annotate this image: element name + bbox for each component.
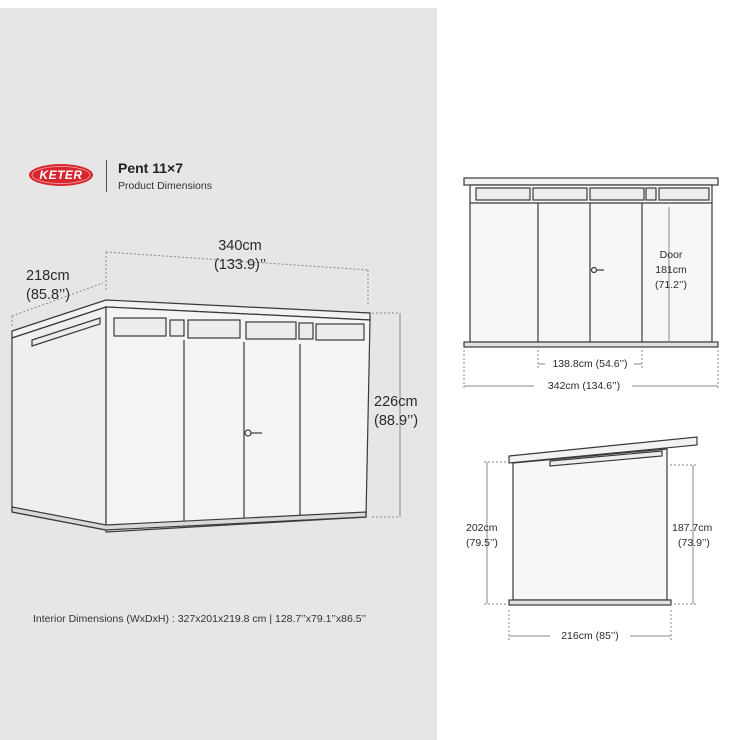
front-window-4	[646, 188, 656, 200]
keter-logo	[28, 163, 98, 187]
front-window-5	[659, 188, 709, 200]
width-in-label: (133.9)’’	[213, 257, 267, 273]
side-wall	[513, 449, 667, 600]
perspective-window-1	[114, 318, 166, 336]
side-left-cm-label: 202cm	[466, 522, 498, 534]
depth-in-label: (85.8’’)	[26, 287, 71, 303]
front-window-1	[476, 188, 530, 200]
height-cm-label: 226cm	[374, 394, 418, 410]
perspective-window-5	[299, 323, 313, 339]
front-window-2	[533, 188, 587, 200]
total-width-label: 342cm (134.6’’)	[547, 380, 621, 392]
perspective-side-wall	[12, 307, 106, 530]
door-height-cm-label: 181cm	[655, 264, 687, 276]
front-base	[464, 342, 718, 347]
interior-dimensions: Interior Dimensions (WxDxH) : 327x201x219.8 cm | 128.7’’x79.1’’x86.5’’	[33, 613, 367, 625]
product-title: Pent 11×7	[118, 160, 183, 176]
door-height-in-label: (71.2’’)	[655, 279, 687, 291]
height-in-label: (88.9’’)	[374, 413, 419, 429]
side-left-in-label: (79.5’’)	[466, 537, 498, 549]
depth-cm-label: 218cm	[26, 268, 70, 284]
header-divider	[106, 160, 107, 192]
side-right-in-label: (73.9’’)	[678, 537, 710, 549]
side-right-cm-label: 187.7cm	[672, 522, 713, 534]
door-label: Door	[659, 249, 683, 261]
front-roof	[464, 178, 718, 185]
logo-text: KETER	[39, 168, 83, 182]
side-depth-label: 216cm (85’’)	[561, 630, 619, 642]
front-window-3	[590, 188, 644, 200]
front-elevation	[464, 178, 718, 347]
perspective-window-6	[316, 324, 364, 340]
side-base	[509, 600, 671, 605]
perspective-window-4	[246, 322, 296, 339]
perspective-window-3	[188, 320, 240, 338]
door-width-label: 138.8cm (54.6’’)	[552, 358, 628, 370]
perspective-front-wall	[106, 307, 370, 532]
width-cm-label: 340cm	[218, 238, 262, 254]
side-elevation	[509, 437, 697, 605]
perspective-window-2	[170, 320, 184, 336]
perspective-shed	[12, 300, 370, 532]
product-subtitle: Product Dimensions	[118, 180, 212, 192]
